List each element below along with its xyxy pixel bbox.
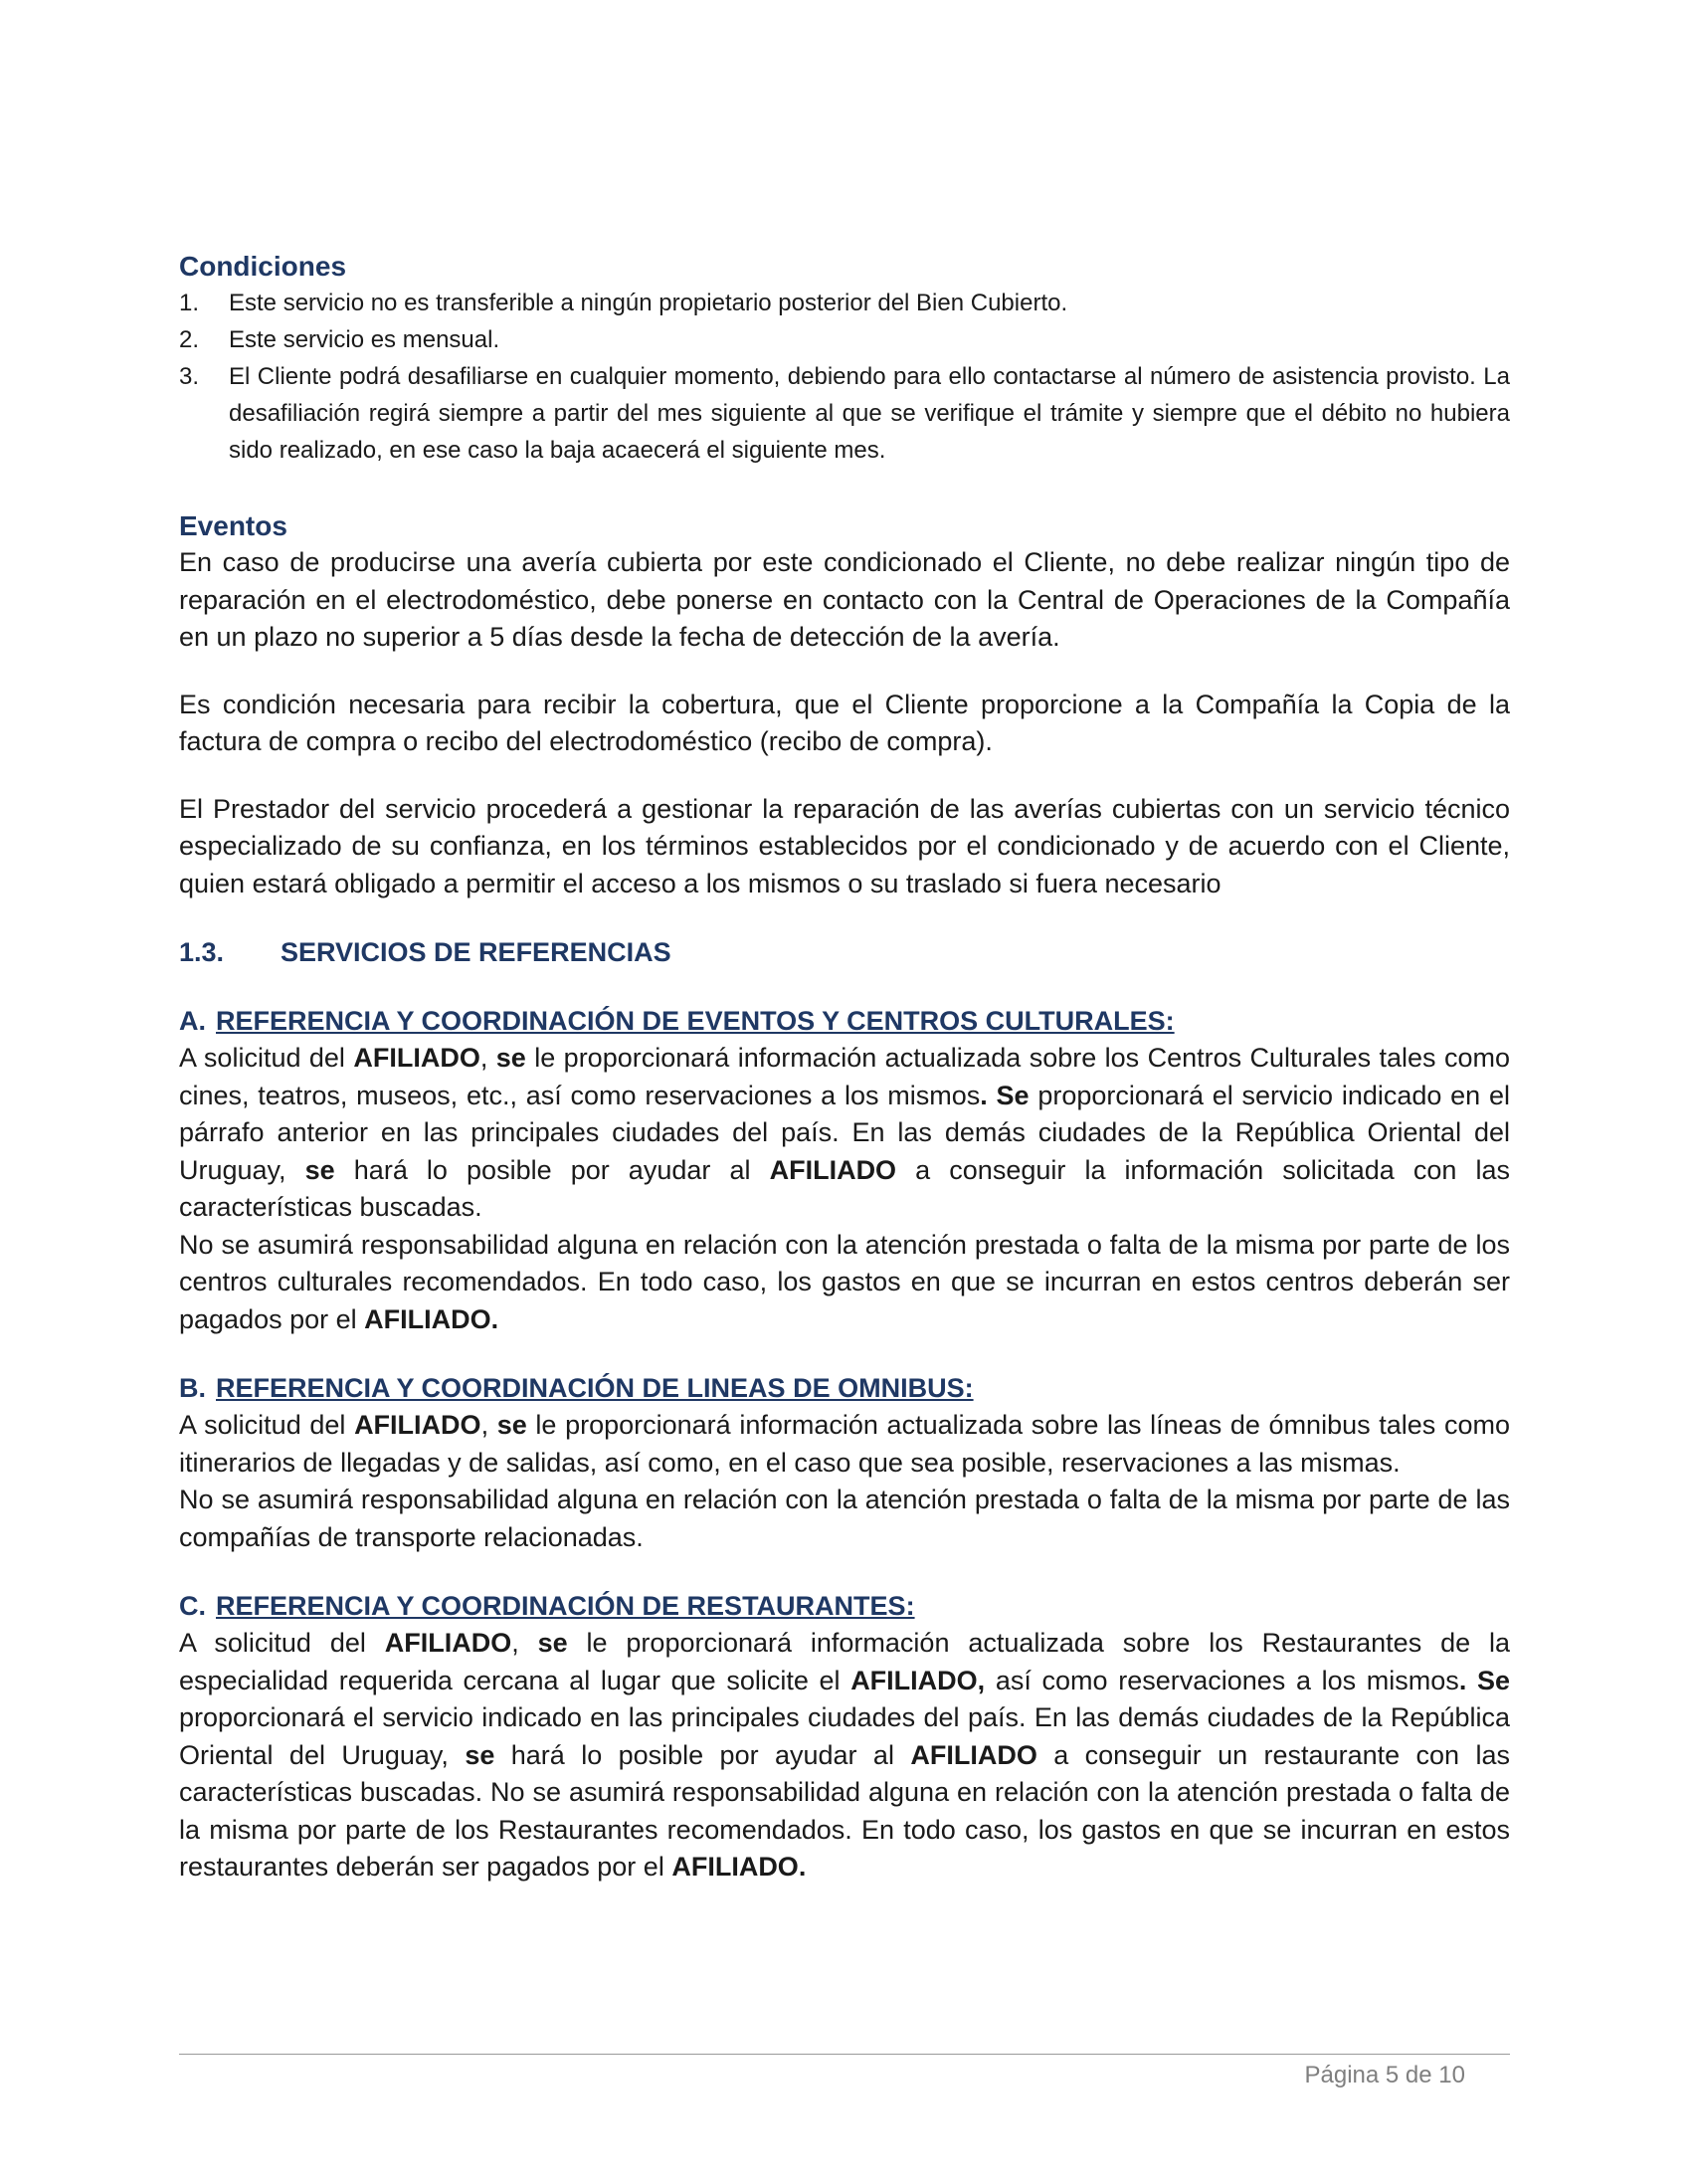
list-item: 3. El Cliente podrá desafiliarse en cualquier momento, debiendo para ello contactarse al número de asistencia provisto. La desafiliación regirá siempre a partir del mes siguiente al que se verifique el trámite y siempre que el débito no hubiera sido realizado, en ese caso la baja acaecerá el siguiente mes. xyxy=(179,363,1510,464)
condiciones-list xyxy=(179,285,1510,469)
footer-divider xyxy=(179,2054,1510,2055)
section-a-paragraph-2: No se asumirá responsabilidad alguna en relación con la atención prestada o falta de la misma por parte de los centros culturales recomendados. En todo caso, los gastos en que se incurran en estos centros deberán ser pagados por el AFILIADO. xyxy=(179,1229,1510,1334)
list-item: 1. Este servicio no es transferible a ningún propietario posterior del Bien Cubierto. xyxy=(179,290,1068,316)
page-content xyxy=(179,249,1510,1886)
section-b-heading: B. REFERENCIA Y COORDINACIÓN DE LINEAS DE OMNIBUS: xyxy=(179,1373,974,1403)
section-b-paragraph-1: A solicitud del AFILIADO, se le proporcionará información actualizada sobre las líneas de ómnibus tales como itinerarios de llegadas y de salidas, así como, en el caso que sea posible, reservaciones a las mismas. xyxy=(179,1410,1510,1478)
eventos-paragraph-2: Es condición necesaria para recibir la cobertura, que el Cliente proporcione a la Compañía la Copia de la factura de compra o recibo del electrodoméstico (recibo de compra). xyxy=(179,689,1510,756)
section-a-heading: A. REFERENCIA Y COORDINACIÓN DE EVENTOS Y CENTROS CULTURALES: xyxy=(179,1006,1175,1036)
section-number: 1.3. xyxy=(179,937,225,967)
eventos-heading: Eventos xyxy=(179,510,287,541)
section-c-heading: C. REFERENCIA Y COORDINACIÓN DE RESTAURANTES: xyxy=(179,1591,915,1621)
section-a-paragraph-1: A solicitud del AFILIADO, se le proporcionará información actualizada sobre los Centros Culturales tales como cines, teatros, museos, etc., así como reservaciones a los mismos. Se proporcionará el servicio indicado en el párrafo anterior en las principales ciudades del país. En las demás ciudades de la República Oriental del Uruguay, se hará lo posible por ayudar al AFILIADO a conseguir la información solicitada con las características buscadas. xyxy=(179,1043,1511,1222)
page-number: Página 5 de 10 xyxy=(1304,2062,1465,2088)
servicios-heading xyxy=(179,934,1510,971)
section-title: SERVICIOS DE REFERENCIAS xyxy=(281,937,671,967)
eventos-paragraph-1: En caso de producirse una avería cubierta por este condicionado el Cliente, no debe realizar ningún tipo de reparación en el electrodoméstico, debe ponerse en contacto con la Central de Operaciones de la Compañía en un plazo no superior a 5 días desde la fecha de detección de la avería. xyxy=(179,547,1510,652)
list-item: 2. Este servicio es mensual. xyxy=(179,326,500,353)
condiciones-heading: Condiciones xyxy=(179,251,347,282)
section-c-paragraph-1: A solicitud del AFILIADO, se le proporcionará información actualizada sobre los Restaurantes de la especialidad requerida cercana al lugar que solicite el AFILIADO, así como reservaciones a los mismos. Se proporcionará el servicio indicado en las principales ciudades del país. En las demás ciudades de la República Oriental del Uruguay, se hará lo posible por ayudar al AFILIADO a conseguir un restaurante con las características buscadas. No se asumirá responsabilidad alguna en relación con la atención prestada o falta de la misma por parte de los Restaurantes recomendados. En todo caso, los gastos en que se incurran en estos restaurantes deberán ser pagados por el AFILIADO. xyxy=(179,1628,1511,1882)
section-b-paragraph-2: No se asumirá responsabilidad alguna en relación con la atención prestada o falta de la misma por parte de las compañías de transporte relacionadas. xyxy=(179,1485,1510,1552)
eventos-paragraph-3: El Prestador del servicio procederá a gestionar la reparación de las averías cubiertas con un servicio técnico especializado de su confianza, en los términos establecidos por el condicionado y de acuerdo con el Cliente, quien estará obligado a permitir el acceso a los mismos o su traslado si fuera necesario xyxy=(179,793,1510,898)
